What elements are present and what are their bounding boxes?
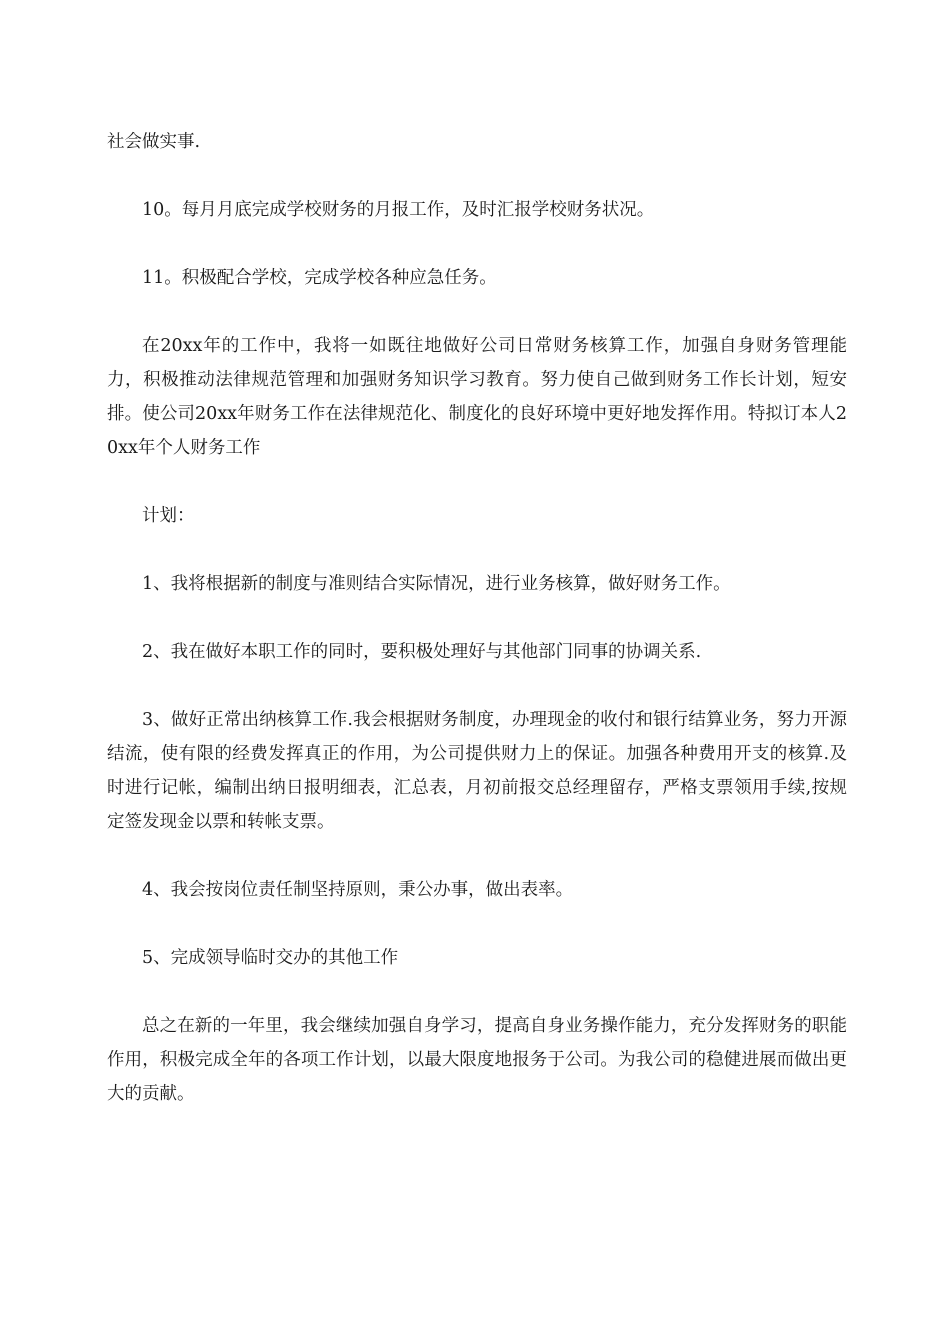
paragraph-conclusion: 总之在新的一年里，我会继续加强自身学习，提高自身业务操作能力，充分发挥财务的职能作用，积极完成全年的各项工作计划，以最大限度地报务于公司。为我公司的稳健进展而做出更大的贡献。: [107, 1016, 847, 1104]
paragraph-item-10: 10。每月月底完成学校财务的月报工作，及时汇报学校财务状况。: [142, 200, 655, 220]
paragraph-item-11: 11。积极配合学校，完成学校各种应急任务。: [142, 268, 497, 288]
paragraph-plan-heading: 计划：: [142, 506, 195, 526]
paragraph-plan-1: 1、我将根据新的制度与准则结合实际情况，进行业务核算，做好财务工作。: [142, 574, 731, 594]
paragraph-plan-4: 4、我会按岗位责任制坚持原则，秉公办事，做出表率。: [142, 880, 574, 900]
document-body: [107, 125, 847, 1111]
paragraph-plan-3: 3、做好正常出纳核算工作.我会根据财务制度，办理现金的收付和银行结算业务，努力开源结流，使有限的经费发挥真正的作用，为公司提供财力上的保证。加强各种费用开支的核算.及时进行记帐，编制出纳日报明细表，汇总表，月初前报交总经理留存，严格支票领用手续,按规定签发现金以票和转帐支票。: [107, 710, 847, 832]
paragraph-continuation: 社会做实事.: [107, 132, 201, 152]
paragraph-plan-2: 2、我在做好本职工作的同时，要积极处理好与其他部门同事的协调关系.: [142, 642, 702, 662]
paragraph-plan-5: 5、完成领导临时交办的其他工作: [142, 948, 399, 968]
paragraph-intro: 在20xx年的工作中，我将一如既往地做好公司日常财务核算工作，加强自身财务管理能力，积极推动法律规范管理和加强财务知识学习教育。努力使自己做到财务工作长计划，短安排。使公司20xx年财务工作在法律规范化、制度化的良好环境中更好地发挥作用。特拟订本人20xx年个人财务工作: [107, 336, 847, 458]
